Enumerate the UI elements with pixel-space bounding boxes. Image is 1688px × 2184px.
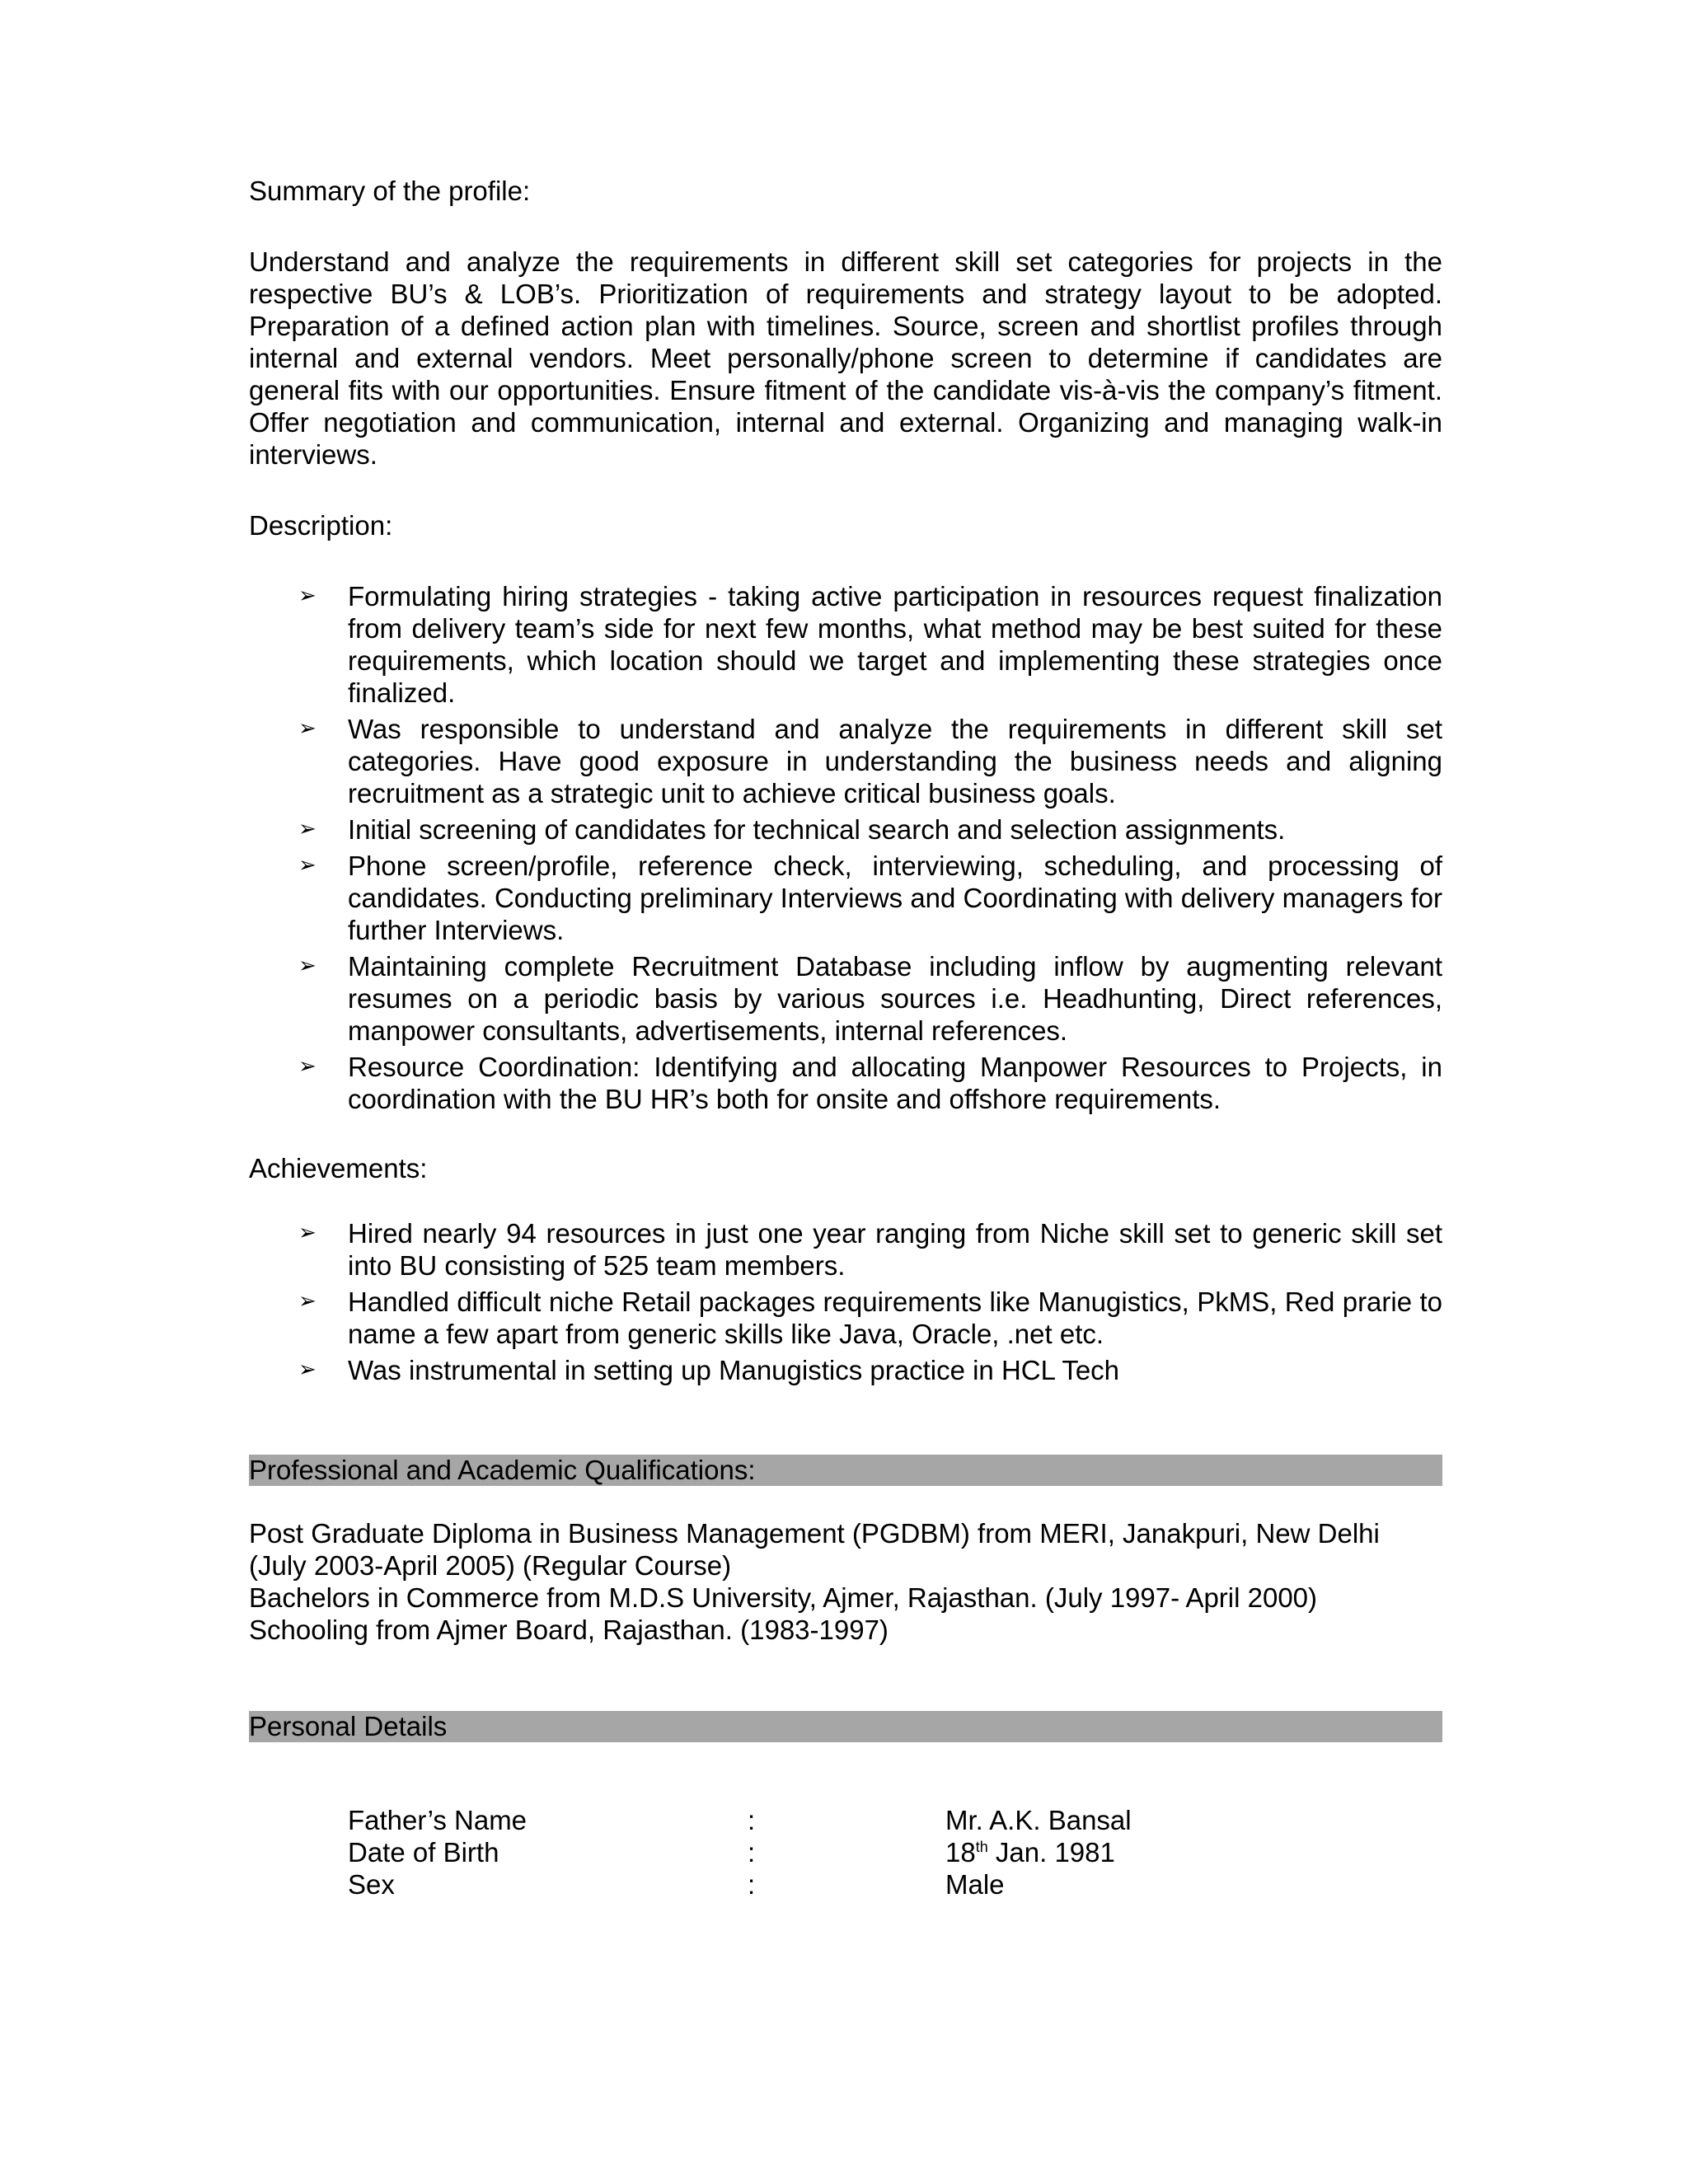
- list-item: [249, 813, 1442, 846]
- dob-day: 18: [945, 1837, 976, 1868]
- qualification-line: (July 2003-April 2005) (Regular Course): [249, 1550, 732, 1581]
- personal-details-section-bar: Personal Details: [249, 1711, 1442, 1742]
- detail-separator: :: [748, 1837, 756, 1868]
- arrow-bullet-icon: ➢: [298, 853, 316, 878]
- summary-heading: Summary of the profile:: [249, 176, 531, 206]
- detail-value: Male: [945, 1869, 1005, 1900]
- summary-text: Understand and analyze the requirements in different skill set categories for projects in the respective BU’s & LOB’s. Prioritization of requirements and strategy layout to be adopted. Preparation of a defined action plan with timelines. Source, screen and shortlist profiles through internal and external vendors. Meet personally/phone screen to determine if candidates are general fits with our opportunities. Ensure fitment of the candidate vis-à-vis the company’s fitment. Offer negotiation and communication, internal and external. Organizing and managing walk-in interviews.: [249, 246, 1442, 470]
- qualification-line: Bachelors in Commerce from M.D.S University, Ajmer, Rajasthan. (July 1997- April 2000): [249, 1582, 1318, 1613]
- detail-separator: :: [748, 1805, 756, 1835]
- spacer: [249, 1742, 1442, 1804]
- spacer: [249, 1390, 1442, 1455]
- list-item: [249, 850, 1442, 946]
- list-item-text: Initial screening of candidates for technical search and selection assignments.: [348, 814, 1286, 845]
- spacer: [249, 541, 1442, 580]
- spacer: [249, 1184, 1442, 1217]
- description-list: [249, 580, 1442, 1115]
- qualification-line: Schooling from Ajmer Board, Rajasthan. (1983-1997): [249, 1615, 889, 1645]
- resume-page: [249, 175, 1442, 1900]
- arrow-bullet-icon: ➢: [298, 1289, 316, 1314]
- list-item-text: Hired nearly 94 resources in just one year ranging from Niche skill set to generic skill set into BU consisting of 525 team members.: [348, 1218, 1442, 1281]
- list-item: [249, 713, 1442, 809]
- spacer: [249, 1486, 1442, 1517]
- qualifications-section-bar: Professional and Academic Qualifications:: [249, 1455, 1442, 1486]
- qualification-line: Post Graduate Diploma in Business Management (PGDBM) from MERI, Janakpuri, New Delhi: [249, 1518, 1380, 1549]
- detail-label: Father’s Name: [348, 1805, 528, 1835]
- personal-details-table: [348, 1804, 1442, 1900]
- spacer: [249, 207, 1442, 246]
- list-item: [249, 1217, 1442, 1282]
- detail-row-sex: [348, 1868, 1442, 1900]
- dob-rest: Jan. 1981: [987, 1837, 1115, 1868]
- dob-ordinal-suffix: th: [975, 1839, 988, 1855]
- arrow-bullet-icon: ➢: [298, 716, 316, 741]
- achievements-heading: Achievements:: [249, 1153, 428, 1183]
- list-item-text: Was responsible to understand and analyze the requirements in different skill set categories. Have good exposure in understanding the business needs and aligning recruitment as a strategic unit to achieve critical business goals.: [348, 714, 1442, 808]
- list-item: [249, 950, 1442, 1047]
- list-item: [249, 1286, 1442, 1350]
- spacer: [249, 1119, 1442, 1152]
- list-item: [249, 1051, 1442, 1115]
- spacer: [249, 471, 1442, 509]
- list-item-text: Handled difficult niche Retail packages requirements like Manugistics, PkMS, Red prarie to name a few apart from generic skills like Java, Oracle, .net etc.: [348, 1286, 1442, 1349]
- list-item-text: Phone screen/profile, reference check, interviewing, scheduling, and processing of candidates. Conducting preliminary Interviews and Coordinating with delivery managers for further Interviews.: [348, 851, 1443, 945]
- arrow-bullet-icon: ➢: [298, 954, 316, 978]
- spacer: [249, 1646, 1442, 1711]
- detail-separator: :: [748, 1869, 756, 1900]
- detail-row-fathers-name: [348, 1804, 1442, 1836]
- detail-value: Mr. A.K. Bansal: [945, 1805, 1132, 1835]
- list-item-text: Maintaining complete Recruitment Database including inflow by augmenting relevant resumes on a periodic basis by various sources i.e. Headhunting, Direct references, manpower consultants, advertisements, internal references.: [348, 951, 1442, 1046]
- detail-row-date-of-birth: [348, 1836, 1442, 1868]
- list-item-text: Resource Coordination: Identifying and allocating Manpower Resources to Projects, in coordination with the BU HR’s both for onsite and offshore requirements.: [348, 1052, 1442, 1114]
- list-item-text: Formulating hiring strategies - taking active participation in resources request finalization from delivery team’s side for next few months, what method may be best suited for these requirements, which location should we target and implementing these strategies once finalized.: [348, 581, 1442, 708]
- arrow-bullet-icon: ➢: [298, 583, 316, 608]
- list-item: [249, 580, 1442, 709]
- achievements-list: [249, 1217, 1442, 1386]
- list-item: [249, 1354, 1442, 1386]
- detail-label: Date of Birth: [348, 1837, 499, 1868]
- arrow-bullet-icon: ➢: [298, 1221, 316, 1245]
- arrow-bullet-icon: ➢: [298, 1054, 316, 1079]
- list-item-text: Was instrumental in setting up Manugistics practice in HCL Tech: [348, 1355, 1120, 1385]
- detail-value: [945, 1836, 1442, 1868]
- description-heading: Description:: [249, 510, 393, 541]
- detail-label: Sex: [348, 1869, 395, 1900]
- arrow-bullet-icon: ➢: [298, 817, 316, 841]
- arrow-bullet-icon: ➢: [298, 1357, 316, 1382]
